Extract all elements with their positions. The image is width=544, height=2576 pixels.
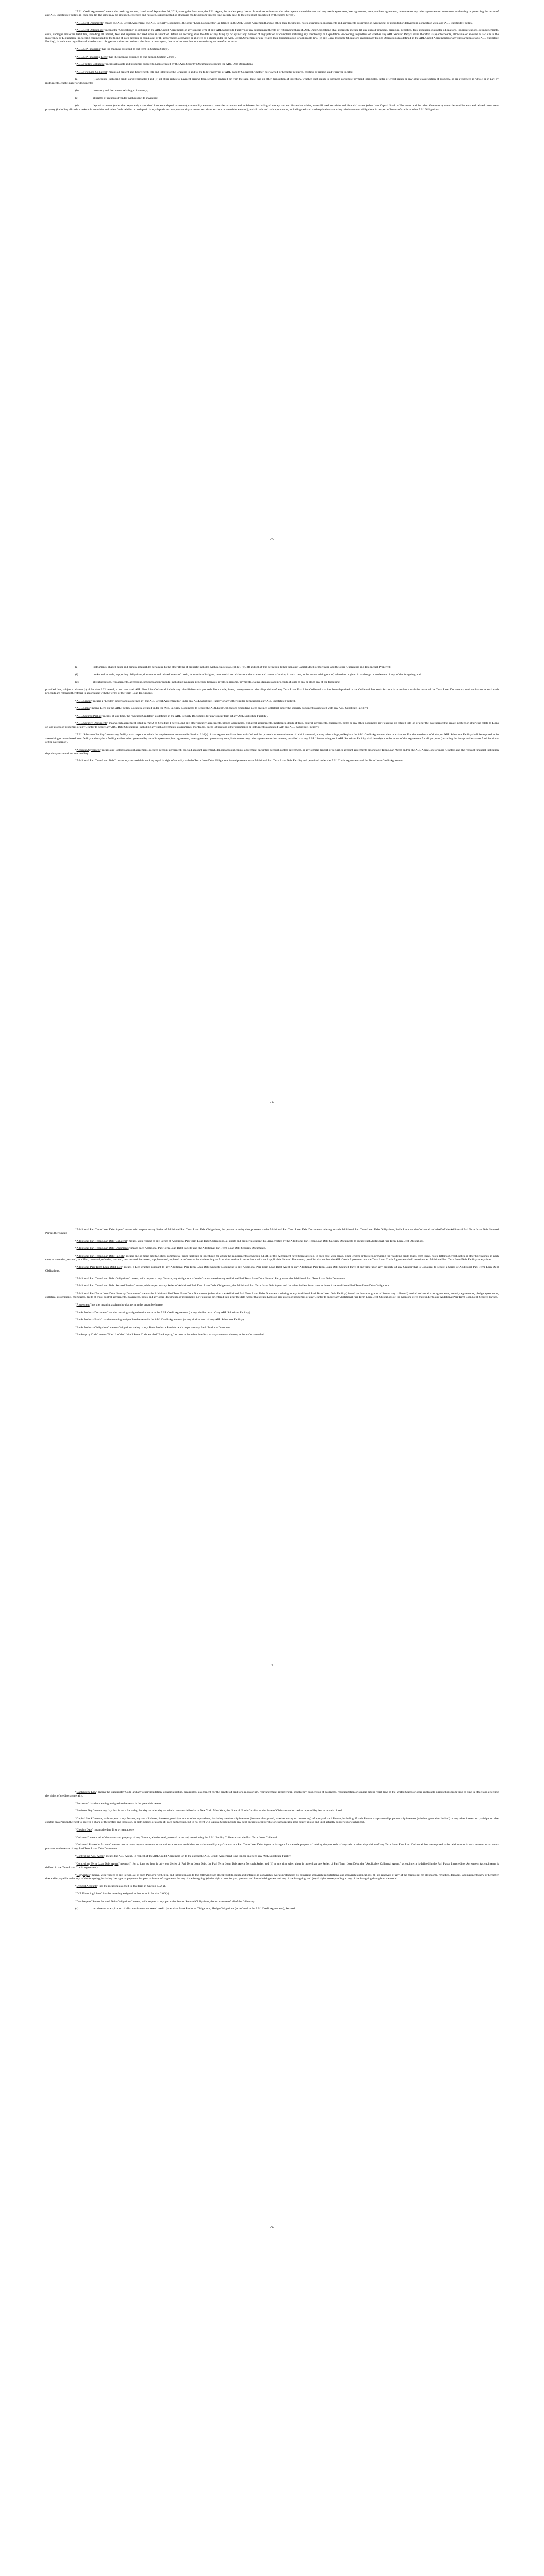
sub-clause [45, 97, 499, 100]
definition-body: " has the meaning assigned to that term in the ABL Credit Agreement (or any similar term of any ABL Substitute Facility). [106, 1311, 251, 1314]
definition-body: " means the Bankruptcy Code and any other liquidation, conservatorship, bankruptcy, assignment for the benefit of creditors, moratorium, rearrangement, receivership, insolvency, suspension of payments, reorganization or similar debtor relief laws of the United States or other applicable jurisdictions from time to time in effect and affecting the rights of creditors generally. [45, 1791, 499, 1798]
defined-term: Business Day [76, 1809, 93, 1813]
definition-body: " has the meaning assigned to that term in Section 2.06(b). [107, 55, 176, 59]
definition-paragraph: “Business Day" means any day that is not a Saturday, Sunday or other day on which commercial banks in New York, New York, the State of North Carolina or the State of Ohio are authorized or required by law to remain closed. [75, 1809, 343, 1813]
definition-body: " has the meaning assigned to that term in the ABL Credit Agreement (or any similar term of any ABL Substitute Facility). [101, 1318, 245, 1322]
defined-term: Bank Products Bank [76, 1318, 101, 1322]
defined-term: ABL Facility Collateral [76, 63, 105, 66]
definition-body: " means, with respect to any Person, all of such Person's right, title, and interest in and to the following: (a) all copyrights, rights and interests in copyrights, works protectable by copyright, copyright registrations, and copyright applications; (b) all renewals of any of the foregoing; (c) all income, royalties, damages, and payments now or hereafter due and/or payable under any of the foregoing, including damages or payments for past or future infringements for any of the foregoing; (d) the right to sue for past, present, and future infringements of any of the foregoing; and (e) all rights corresponding to any of the foregoing throughout the world. [45, 1873, 499, 1880]
definition-body: " means all assets and properties subject to Liens created by the ABL Security Documents to secure the ABL Debt Obligations. [104, 63, 254, 66]
definition-paragraph: “Additional Pari Term Loan Debt Security Documents" means the Additional Pari Term Loan Debt Documents (other than the Additional Pari Term Loan Debt Documents relating to any Additional Pari Term Loan Debt Facility) issued on the same grants a Lien on any collateral) and all collateral trust agreements, security agreements, pledge agreements, collateral assignments, mortgages, deeds of trust, control agreements, guarantees, notes and any other documents or instruments now existing or entered into after the date hereof that create Liens on any assets or properties of any Grantor to secure any Additional Pari Term Loan Debt Obligations of the Grantors owed thereunder to any Additional Pari Term Loan Debt Secured Parties. [45, 1292, 499, 1299]
definition-paragraph: “Additional Pari Term Loan Debt Documents" means each Additional Pari Term Loan Debt Facility and the Additional Pari Term Loan Debt Security Documents. [75, 1247, 266, 1250]
definition-paragraph: “Bankruptcy Law" means the Bankruptcy Code and any other liquidation, conservatorship, bankruptcy, assignment for the benefit of creditors, moratorium, rearrangement, receivership, insolvency, suspension of payments, reorganization or similar debtor relief laws of the United States or other applicable jurisdictions from time to time in effect and affecting the rights of creditors generally. [45, 1791, 499, 1798]
definition-paragraph: “Controlling Term Loan Debt Agent" means (i) for so long as there is only one Series of Pari Term Loan Debt, the Pari Term Loan Debt Agent for such Series and (ii) at any time when there is more than one Series of Pari Term Loan Debt, the "Applicable Collateral Agent," as such term is defined in the Pari Passu Intercreditor Agreement (as such term is defined in the Term Loan Credit Agreement). [45, 1862, 499, 1869]
definition-body: " means (i) for so long as there is only one Series of Pari Term Loan Debt, the Pari Term Loan Debt Agent for such Series and (ii) at any time when there is more than one Series of Pari Term Loan Debt, the "Applicable Collateral Agent," as such term is defined in the Pari Passu Intercreditor Agreement (as such term is defined in the Term Loan Credit Agreement). [45, 1862, 499, 1869]
definition-paragraph: “ABL First Lien Collateral" means all present and future right, title and interest of the Grantors in and to the following types of ABL Facility Collateral, whether now owned or hereafter acquired, existing or arising, and wherever located: [75, 70, 354, 74]
defined-term: Collateral [76, 1836, 88, 1839]
clause-label: (c) [75, 96, 79, 100]
defined-term: Account Agreement [76, 748, 101, 752]
definition-paragraph: “ABL DIP Financing Liens" has the meaning assigned to that term in Section 2.06(b). [75, 55, 176, 59]
defined-term: Bank Products Document [76, 1311, 107, 1314]
defined-term: Additional Pari Term Loan Debt Facility [76, 1255, 125, 1258]
definition-paragraph: “Bank Products Bank" has the meaning assigned to that term in the ABL Credit Agreement (or any similar term of any ABL Substitute Facility). [75, 1318, 245, 1322]
page-number: -3- [270, 1100, 274, 1104]
definition-body: " means all present and future right, title and interest of the Grantors in and to the following types of ABL Facility Collateral, whether now owned or hereafter acquired, existing or arising, and wherever located: [107, 70, 354, 74]
sub-items-list [45, 78, 499, 112]
clause-text: (i) accounts (including credit card receivables) and (ii) all other rights to payment arising from services rendered or from the sale, lease, use or other disposition of inventory, whether such rights to payment constitute payment intangibles, letter-of-credit rights or any other classification of property, or are evidenced in whole or in part by instruments, chattel paper or documents; [45, 78, 499, 85]
defined-term: ABL DIP Financing [76, 47, 101, 51]
defined-term: Deposit Accounts [76, 1885, 97, 1888]
defined-term: Additional Pari Term Loan Debt [76, 759, 115, 763]
definition-paragraph: “Account Agreement" means any lockbox account agreement, pledged account agreement, blocked account agreement, deposit account control agreement, securities account control agreement, or any similar deposit or securities account agreements among any Term Loan Agent and/or the ABL Agent, one or more Grantors and the relevant financial institution depository or securities intermediary. [45, 748, 499, 755]
page-number: -4- [270, 1663, 274, 1667]
definition-paragraph: “ABL Security Documents" means each agreement listed in Part A of Schedule 1 hereto, and any other security agreements, pledge agreements, collateral assignments, mortgages, deeds of trust, control agreements, guarantees, notes or any other documents now existing or entered into on or after the date hereof that create, perfect or otherwise relate to Liens on any assets or properties of any Grantor to secure any ABL Debt Obligations (including any such agreements, assignments, mortgages, deeds of trust and other documents or instruments associated with any ABL Substitute Facility). [45, 722, 499, 729]
defined-term: Controlling Term Loan Debt Agent [76, 1862, 119, 1866]
sub-clause [45, 78, 499, 86]
definition-paragraph: “Additional Pari Term Loan Debt Facility" means one or more debt facilities, commercial paper facilities or indentures for which the requirements of Section 2.10(b) of this Agreement have been satisfied, in each case with banks, other lenders or trustees, providing for revolving credit loans, term loans, notes, letters of credit, notes or other borrowings, in each case, as amended, restated, modified, renewed, refunded, restated, restructured, increased, supplemented, replaced or refinanced in whole or in part from time to time in accordance with each applicable Secured Document; provided that neither the ABL Credit Agreement nor the Term Loan Credit Agreement shall constitute an Additional Pari Term Loan Debt Facility at any time. [45, 1255, 499, 1262]
definition-body: " has the meaning assigned to that term in Section 3.02(a). [97, 1885, 166, 1888]
sub-clause [45, 104, 499, 112]
definition-body: " means Liens on the ABL Facility Collateral created under the ABL Security Documents to secure the ABL Debt Obligations (including Liens on such Collateral under the security documents associated with any ABL Substitute Facility). [89, 707, 369, 710]
defined-term: Additional Pari Term Loan Debt Documents [76, 1247, 129, 1250]
definition-paragraph: “Additional Pari Term Loan Debt Secured Parties" means, with respect to any Series of Additional Pari Term Loan Debt Obligations, the Additional Pari Term Loan Debt Agent and the other holders from time to time of the Additional Pari Term Loan Debt Obligations. [75, 1284, 390, 1288]
clause-text: termination or expiration of all commitments to extend credit (other than Bank Products Obligations, Hedge Obligations (as defined in the ABL Credit Agreement), Secured [93, 1907, 295, 1911]
sub-clause [45, 666, 499, 669]
definition-paragraph: “Capital Stock" means, with respect to any Person, any and all shares, interests, participations or other equivalents, including membership interests (however designated, whether voting or non-voting) of equity of such Person, including, if such Person is a partnership, partnership interests (whether general or limited) or any other interest or participation that confers on a Person the right to receive a share of the profits and losses of, or distributions of assets of, such partnership, but in no event will Capital Stock include any debt securities convertible or exchangeable into equity unless and until actually converted or exchanged. [45, 1817, 499, 1824]
definition-body: " means one or more debt facilities, commercial paper facilities or indentures for which the requirements of Section 2.10(b) of this Agreement have been satisfied, in each case with banks, other lenders or trustees, providing for revolving credit loans, term loans, notes, letters of credit, notes or other borrowings, in each case, as amended, restated, modified, renewed, refunded, restated, restructured, increased, supplemented, replaced or refinanced in whole or in part from time to time in accordance with each applicable Secured Document; provided that neither the ABL Credit Agreement nor the Term Loan Credit Agreement shall constitute an Additional Pari Term Loan Debt Facility at any time. [45, 1255, 499, 1262]
defined-term: Collateral Proceeds Account [76, 1843, 110, 1847]
definition-paragraph: “Borrower" has the meaning assigned to that term in the preamble hereto. [75, 1802, 162, 1805]
definition-body: " means Title 11 of the United States Code entitled "Bankruptcy," as now or hereafter in effect, or any successor thereto, as hereafter amended. [97, 1333, 265, 1337]
definition-body: " means each agreement listed in Part A of Schedule 1 hereto, and any other security agreements, pledge agreements, collateral assignments, mortgages, deeds of trust, control agreements, guarantees, notes or any other documents now existing or entered into on or after the date hereof that create, perfect or otherwise relate to Liens on any assets or properties of any Grantor to secure any ABL Debt Obligations (including any such agreements, assignments, mortgages, deeds of trust and other documents or instruments associated with any ABL Substitute Facility). [45, 722, 499, 729]
clause-text: books and records, supporting obligations, documents and related letters of credit, letter-of-credit rights, commercial tort claims or other claims and causes of action, in each case, to the extent arising out of, related to or given in exchange or settlement of any of the foregoing; and [93, 673, 421, 676]
definition-body: " means with respect to any Series of Additional Pari Term Loan Debt Obligations, the person or entity that, pursuant to the Additional Pari Term Loan Debt Documents relating to such Additional Pari Term Loan Debt Obligations, holds Liens on the Collateral on behalf of the Additional Pari Term Loan Debt Secured Parties thereunder. [45, 1228, 499, 1235]
definition-body: " means, with respect to any Grantor, any obligations of such Grantor owed to any Additional Pari Term Loan Debt Secured Party under the Additional Pari Term Loan Debt Documents. [129, 1277, 347, 1280]
definition-paragraph: “DIP Financing Liens" has the meaning assigned to that term in Section 2.06(b). [75, 1892, 170, 1896]
defined-term: Agreement [76, 1303, 90, 1307]
definition-body: " means a Lien granted pursuant to any Additional Pari Term Loan Debt Security Document to any Additional Pari Term Loan Debt Agent or any Additional Pari Term Loan Debt Secured Party at any time upon any property of any Grantor that is Collateral to secure a Series of Additional Pari Term Loan Debt Obligations. [45, 1265, 499, 1273]
definition-paragraph: “ABL Secured Parties" means, at any time, the "Secured Creditors" as defined in the ABL Security Documents (or any similar term of any ABL Substitute Facility). [75, 714, 268, 718]
definition-paragraph: “ABL DIP Financing" has the meaning assigned to that term in Section 2.06(b). [75, 47, 169, 51]
definition-body: " means the credit agreement, dated as of September 26, 2019, among the Borrower, the ABL Agent, the lenders party thereto from time to time and the other agents named therein, and any credit agreement, loan agreement, note purchase agreement, indenture or any other agreement or instrument evidencing or governing the terms of any ABL Substitute Facility, in each case (in the same may be amended, extended and restated, supplemented or otherwise modified from time to time in each case, to the extent not prohibited by the terms hereof). [45, 10, 499, 18]
definition-paragraph: “Bank Products Document" has the meaning assigned to that term in the ABL Credit Agreement (or any similar term of any ABL Substitute Facility). [75, 1311, 251, 1314]
sub-clause [45, 673, 499, 677]
definition-body: " has the meaning assigned to that term in the preamble hereto. [88, 1802, 162, 1805]
defined-term: ABL Secured Parties [76, 714, 102, 718]
sub-items-list [45, 1907, 499, 1911]
definition-body: " means, with respect to any Series of Additional Pari Term Loan Debt Obligations, the Additional Pari Term Loan Debt Agent and the other holders from time to time of the Additional Pari Term Loan Debt Obligations. [133, 1284, 390, 1288]
definition-body: " has the meaning assigned to that term in the preamble hereto. [89, 1303, 164, 1307]
defined-term: Bank Products Obligations [76, 1326, 108, 1329]
page-number: -5- [270, 2226, 274, 2229]
definitions-list [45, 1228, 499, 1337]
defined-term: ABL Liens [76, 707, 90, 710]
definition-body: " means any facility with respect to which the requirements contained in Section 2.10(a) of this Agreement have been satisfied and the proceeds or commitments of which are used, among other things, to Replace the ABL Credit Agreement then in existence. For the avoidance of doubt, no ABL Substitute Facility shall be required to be a revolving or asset-based loan facility and may be a facility evidenced or governed by a credit agreement, loan agreement, note agreement, promissory note, indenture or any other agreement or instrument; provided that any ABL Lien securing such ABL Substitute Facility shall be subject to the terms of this Agreement for all purposes (including the lien priorities as set forth herein as of the date hereof). [45, 733, 499, 744]
defined-term: DIP Financing Liens [76, 1892, 101, 1896]
definition-paragraph: “Bank Products Obligations" means Obligations owing to any Bank Products Provider with respect to any Bank Products Document. [75, 1326, 232, 1329]
defined-term: ABL Debt Documents [76, 21, 103, 25]
definition-paragraph: “ABL Substitute Facility" means any facility with respect to which the requirements contained in Section 2.10(a) of this Agreement have been satisfied and the proceeds or commitments of which are used, among other things, to Replace the ABL Credit Agreement then in existence. For the avoidance of doubt, no ABL Substitute Facility shall be required to be a revolving or asset-based loan facility and may be a facility evidenced or governed by a credit agreement, loan agreement, note agreement, promissory note, indenture or any other agreement or instrument; provided that any ABL Lien securing such ABL Substitute Facility shall be subject to the terms of this Agreement for all purposes (including the lien priorities as set forth herein as of the date hereof). [45, 733, 499, 744]
clause-label: (g) [75, 681, 79, 684]
definition-paragraph: “ABL Liens" means Liens on the ABL Facility Collateral created under the ABL Security Documents to secure the ABL Debt Obligations (including Liens on such Collateral under the security documents associated with any ABL Substitute Facility). [75, 707, 369, 710]
clause-label: (b) [75, 89, 79, 93]
clause-label: (d) [75, 104, 79, 108]
sub-clause [45, 89, 499, 93]
definition-paragraph: “Additional Pari Term Loan Debt Agent" means with respect to any Series of Additional Pari Term Loan Debt Obligations, the person or entity that, pursuant to the Additional Pari Term Loan Debt Documents relating to such Additional Pari Term Loan Debt Obligations, holds Liens on the Collateral on behalf of the Additional Pari Term Loan Debt Secured Parties thereunder. [45, 1228, 499, 1235]
definition-body: " means any lockbox account agreement, pledged account agreement, blocked account agreement, deposit account control agreement, securities account control agreement, or any similar deposit or securities account agreements among any Term Loan Agent and/or the ABL Agent, one or more Grantors and the relevant financial institution depository or securities intermediary. [45, 748, 499, 755]
definition-body: " has the meaning assigned to that term in Section 2.06(b). [101, 1892, 170, 1896]
defined-term: ABL Debt Obligations [76, 29, 104, 32]
sub-items-list [45, 666, 499, 684]
clause-text: instruments, chattel paper and general intangibles pertaining to the other items of property included within clauses (a), (b), (c), (d), (f) and (g) of this definition (other than any Capital Stock of Borrower and the other Guarantors and Intellectual Property); [93, 666, 391, 669]
definition-paragraph: “Additional Pari Term Loan Debt Collateral" means, with respect to any Series of Additional Pari Term Loan Debt Obligations, all assets and properties subject to Liens created by the Additional Pari Term Loan Debt Security Documents to secure such Additional Pari Term Loan Debt Obligations. [75, 1239, 424, 1243]
defined-term: Capital Stock [76, 1817, 93, 1821]
definition-paragraph: “Additional Pari Term Loan Debt" means any secured debt ranking equal in right of security with the Term Loan Debt Obligations issued pursuant to an Additional Pari Term Loan Debt Facility and permitted under the ABL Credit Agreement and the Term Loan Credit Agreement. [75, 759, 404, 763]
defined-term: Additional Pari Term Loan Debt Secured Parties [76, 1284, 134, 1288]
definition-paragraph: “ABL Debt Obligations" means the "Obligations" as defined in the ABL Credit Agreement (or any similar term of any ABL Substitute Facility) or any supplement thereto or refinancing thereof. ABL Debt Obligations shall expressly include (i) any unpaid principal, premium, penalties, fees, expenses, guarantee obligations, indemnifications, reimbursements, costs, damages and other liabilities, including all interest, fees and expenses incurred upon an Event of Default or accruing after the date of any filing by or against any Grantor of any petition or complaint initiating any Insolvency or Liquidation Proceeding, regardless of whether any ABL Secured Party's claim therefor is (a) enforceable, allowable or allowed as a claim in the Insolvency or Liquidation Proceeding commenced by the filing of such petition or complaint, or (b) enforceable, allowable or allowed as a claim under the ABL Credit Agreement or any related loan documentation or applicable law, (ii) any Bank Products Obligations and (iii) any Hedge Obligations (as defined in the ABL Credit Agreement) (or any similar term of any ABL Substitute Facility), in each case regardless of whether such obligation is direct or indirect, absolute or contingent, due or to become due, or now existing or hereafter incurred. [45, 29, 499, 44]
definition-body: " means Obligations owing to any Bank Products Provider with respect to any Bank Products Document. [108, 1326, 232, 1329]
clause-label: (a) [75, 78, 79, 81]
defined-term: Additional Pari Term Loan Debt Agent [76, 1228, 123, 1231]
defined-term: Additional Pari Term Loan Debt Lien [76, 1265, 122, 1269]
defined-term: Discharge of Senior Secured Debt Obligations [76, 1900, 131, 1903]
defined-term: Additional Pari Term Loan Debt Collateral [76, 1239, 127, 1243]
clause-label: (a) [75, 1907, 79, 1911]
definition-paragraph: “Additional Pari Term Loan Debt Obligations" means, with respect to any Grantor, any obligations of such Grantor owed to any Additional Pari Term Loan Debt Secured Party under the Additional Pari Term Loan Debt Documents. [75, 1277, 347, 1280]
definition-paragraph: “Collateral Proceeds Account" means one or more deposit accounts or securities accounts established or maintained by any Grantor or a Pari Term Loan Debt Agent or its agent for the sole purpose of holding the proceeds of any sale or other disposition of any Term Loan First Lien Collateral that are required to be held in trust in such account or accounts pursuant to the terms of any Pari Term Loan Debt Document. [45, 1843, 499, 1851]
definition-paragraph: “Agreement" has the meaning assigned to that term in the preamble hereto. [75, 1303, 164, 1307]
sub-clause [45, 681, 499, 684]
definition-body: " means one or more deposit accounts or securities accounts established or maintained by any Grantor or a Pari Term Loan Debt Agent or its agent for the sole purpose of holding the proceeds of any sale or other disposition of any Term Loan First Lien Collateral that are required to be held in trust in such account or accounts pursuant to the terms of any Pari Term Loan Debt Document. [45, 1843, 499, 1851]
definitions-list [45, 1791, 499, 1904]
definition-body: " means all of the assets and property of any Grantor, whether real, personal or mixed, constituting the ABL Facility Collateral and the Pari Term Loan Collateral. [88, 1836, 278, 1839]
definition-body: " means a "Lender" under (and as defined in) the ABL Credit Agreement (or under any ABL Substitute Facility or any other similar term used in any ABL Substitute Facility). [91, 699, 296, 703]
defined-term: Borrower [76, 1802, 88, 1805]
clause-text: all rights of an unpaid vendor with respect to inventory; [93, 96, 158, 100]
definition-paragraph: “Bankruptcy Code" means Title 11 of the United States Code entitled "Bankruptcy," as now or hereafter in effect, or any successor thereto, as hereafter amended. [75, 1333, 265, 1337]
page-1 [0, 0, 544, 563]
definition-body: " means, with respect to any particular Senior Secured Obligations, the occurrence of all of the following: [131, 1900, 255, 1903]
definition-paragraph: “Closing Date" means the date first written above. [75, 1828, 135, 1832]
page-2 [0, 563, 544, 1125]
defined-term: ABL Substitute Facility [76, 733, 105, 737]
proviso-paragraph: provided that, subject to clause (c) of Section 3.02 hereof, to no case shall ABL First Lien Collateral include any identifiable cash proceeds from a sale, lease, conveyance or other disposition of any Term Loan First Lien Collateral that has been deposited in the Collateral Proceeds Account in accordance with the terms of the Term Loan Documents, until such time as such cash proceeds are released therefrom in accordance with the terms of the Term Loan Documents. [45, 688, 499, 696]
page-number: -2- [270, 538, 274, 541]
defined-term: ABL First Lien Collateral [76, 70, 107, 74]
definition-body: " means any secured debt ranking equal in right of security with the Term Loan Debt Obligations issued pursuant to an Additional Pari Term Loan Debt Facility and permitted under the ABL Credit Agreement and the Term Loan Credit Agreement. [114, 759, 404, 763]
defined-term: Closing Date [76, 1828, 92, 1832]
definition-body: " means the "Obligations" as defined in the ABL Credit Agreement (or any similar term of any ABL Substitute Facility) or any supplement thereto or refinancing thereof. ABL Debt Obligations shall expressly include (i) any unpaid principal, premium, penalties, fees, expenses, guarantee obligations, indemnifications, reimbursements, costs, damages and other liabilities, including all interest, fees and expenses incurred upon an Event of Default or accruing after the date of any filing by or against any Grantor of any petition or complaint initiating any Insolvency or Liquidation Proceeding, regardless of whether any ABL Secured Party's claim therefor is (a) enforceable, allowable or allowed as a claim in the Insolvency or Liquidation Proceeding commenced by the filing of such petition or complaint, or (b) enforceable, allowable or allowed as a claim under the ABL Credit Agreement or any related loan documentation or applicable law, (ii) any Bank Products Obligations and (iii) any Hedge Obligations (as defined in the ABL Credit Agreement) (or any similar term of any ABL Substitute Facility), in each case regardless of whether such obligation is direct or indirect, absolute or contingent, due or to become due, or now existing or hereafter incurred. [45, 29, 499, 44]
definition-paragraph: “Deposit Accounts" has the meaning assigned to that term in Section 3.02(a). [75, 1885, 166, 1888]
sub-clause [45, 1907, 499, 1911]
definition-body: " means any day that is not a Saturday, Sunday or other day on which commercial banks in New York, New York, the State of North Carolina or the State of Ohio are authorized or required by law to remain closed. [92, 1809, 343, 1813]
defined-term: Additional Pari Term Loan Debt Security Documents [76, 1292, 140, 1296]
definition-paragraph: “Discharge of Senior Secured Debt Obligations" means, with respect to any particular Senior Secured Obligations, the occurrence of all of the following: [75, 1900, 255, 1903]
clause-text: all substitutions, replacements, accessions, products and proceeds (including insurance proceeds, licenses, royalties, income, payments, claims, damages and proceeds of suit) of any or all of any of the foregoing; [93, 681, 341, 684]
definition-paragraph: “Additional Pari Term Loan Debt Lien" means a Lien granted pursuant to any Additional Pari Term Loan Debt Security Document to any Additional Pari Term Loan Debt Agent or any Additional Pari Term Loan Debt Secured Party at any time upon any property of any Grantor that is Collateral to secure a Series of Additional Pari Term Loan Debt Obligations. [45, 1265, 499, 1273]
defined-term: ABL DIP Financing Liens [76, 55, 108, 59]
definition-paragraph: “Copyrights" means, with respect to any Person, all of such Person's right, title, and interest in and to the following: (a) all copyrights, rights and interests in copyrights, works protectable by copyright, copyright registrations, and copyright applications; (b) all renewals of any of the foregoing; (c) all income, royalties, damages, and payments now or hereafter due and/or payable under any of the foregoing, including damages or payments for past or future infringements for any of the foregoing; (d) the right to sue for past, present, and future infringements of any of the foregoing; and (e) all rights corresponding to any of the foregoing throughout the world. [45, 1873, 499, 1880]
definition-body: " means each Additional Pari Term Loan Debt Facility and the Additional Pari Term Loan Debt Security Documents. [128, 1247, 266, 1250]
definition-body: " means the date first written above. [92, 1828, 135, 1832]
clause-text: deposit accounts (other than separately maintained insurance deposit accounts), commodity accounts, securities accounts and lockboxes, including all money and certificated securities, uncertificated securities and financial assets (other than Capital Stock of Borrower and the other Guarantors), securities entitlements and related investment property (including all cash, marketable securities and other funds held in or on deposit in any deposit account, commodity account, securities account or securities account), and all cash and cash equivalents, including cash and cash equivalents securing reimbursement obligations in respect of letters of credit or other ABL Obligations; [45, 104, 499, 111]
defined-term: ABL Lender [76, 699, 92, 703]
definition-body: " means the ABL Agent. In respect of the ABL Credit Agreement or, to the extent the ABL Credit Agreement is no longer in effect, any ABL Substitute Facility. [104, 1855, 292, 1858]
clause-label: (f) [75, 673, 78, 676]
definition-paragraph: “ABL Debt Documents" means the ABL Credit Agreement, the ABL Security Documents, the other "Loan Documents" (as defined in the ABL Credit Agreement) and all other loan documents, notes, guarantees, instruments and agreements governing or evidencing, or executed or delivered in connection with, any ABL Substitute Facility. [75, 21, 473, 25]
definition-body: " means the ABL Credit Agreement, the ABL Security Documents, the other "Loan Documents" (as defined in the ABL Credit Agreement) and all other loan documents, notes, guarantees, instruments and agreements governing or evidencing, or executed or delivered in connection with, any ABL Substitute Facility. [103, 21, 473, 25]
definition-paragraph: “ABL Lender" means a "Lender" under (and as defined in) the ABL Credit Agreement (or under any ABL Substitute Facility or any other similar term used in any ABL Substitute Facility). [75, 699, 296, 703]
definition-body: " means, with respect to any Series of Additional Pari Term Loan Debt Obligations, all assets and properties subject to Liens created by the Additional Pari Term Loan Debt Security Documents to secure such Additional Pari Term Loan Debt Obligations. [127, 1239, 424, 1243]
page-3 [0, 1125, 544, 1688]
clause-label: (e) [75, 666, 79, 669]
page-4 [0, 1688, 544, 2250]
defined-term: Bankruptcy Law [76, 1791, 96, 1794]
definition-paragraph: “Controlling ABL Agent" means the ABL Agent. In respect of the ABL Credit Agreement or, to the extent the ABL Credit Agreement is no longer in effect, any ABL Substitute Facility. [75, 1855, 292, 1858]
definitions-list [45, 10, 499, 74]
definition-body: " has the meaning assigned to that term in Section 2.06(b). [100, 47, 169, 51]
defined-term: ABL Security Documents [76, 722, 107, 725]
clause-text: inventory and documents relating to inventory; [93, 89, 148, 93]
definition-body: " means, at any time, the "Secured Creditors" as defined in the ABL Security Documents (or any similar term of any ABL Substitute Facility). [101, 714, 268, 718]
definition-body: " means the Additional Pari Term Loan Debt Documents (other than the Additional Pari Term Loan Debt Documents relating to any Additional Pari Term Loan Debt Facility) issued on the same grants a Lien on any collateral) and all collateral trust agreements, security agreements, pledge agreements, collateral assignments, mortgages, deeds of trust, control agreements, guarantees, notes and any other documents or instruments now existing or entered into after the date hereof that create Liens on any assets or properties of any Grantor to secure any Additional Pari Term Loan Debt Obligations of the Grantors owed thereunder to any Additional Pari Term Loan Debt Secured Parties. [45, 1292, 499, 1299]
defined-term: Additional Pari Term Loan Debt Obligations [76, 1277, 129, 1280]
definition-paragraph: “Collateral" means all of the assets and property of any Grantor, whether real, personal or mixed, constituting the ABL Facility Collateral and the Pari Term Loan Collateral. [75, 1836, 278, 1839]
defined-term: Copyrights [76, 1873, 90, 1877]
definition-paragraph: “ABL Credit Agreement" means the credit agreement, dated as of September 26, 2019, among the Borrower, the ABL Agent, the lenders party thereto from time to time and the other agents named therein, and any credit agreement, loan agreement, note purchase agreement, indenture or any other agreement or instrument evidencing or governing the terms of any ABL Substitute Facility, in each case (in the same may be amended, extended and restated, supplemented or otherwise modified from time to time in each case, to the extent not prohibited by the terms hereof). [45, 10, 499, 18]
definition-paragraph: “ABL Facility Collateral" means all assets and properties subject to Liens created by the ABL Security Documents to secure the ABL Debt Obligations. [75, 63, 254, 66]
defined-term: ABL Credit Agreement [76, 10, 104, 13]
defined-term: Bankruptcy Code [76, 1333, 97, 1337]
definition-body: " means, with respect to any Person, any and all shares, interests, participations or other equivalents, including membership interests (however designated, whether voting or non-voting) of equity of such Person, including, if such Person is a partnership, partnership interests (whether general or limited) or any other interest or participation that confers on a Person the right to receive a share of the profits and losses of, or distributions of assets of, such partnership, but in no event will Capital Stock include any debt securities convertible or exchangeable into equity unless and until actually converted or exchanged. [45, 1817, 499, 1824]
definitions-list [45, 700, 499, 764]
defined-term: Controlling ABL Agent [76, 1855, 105, 1858]
